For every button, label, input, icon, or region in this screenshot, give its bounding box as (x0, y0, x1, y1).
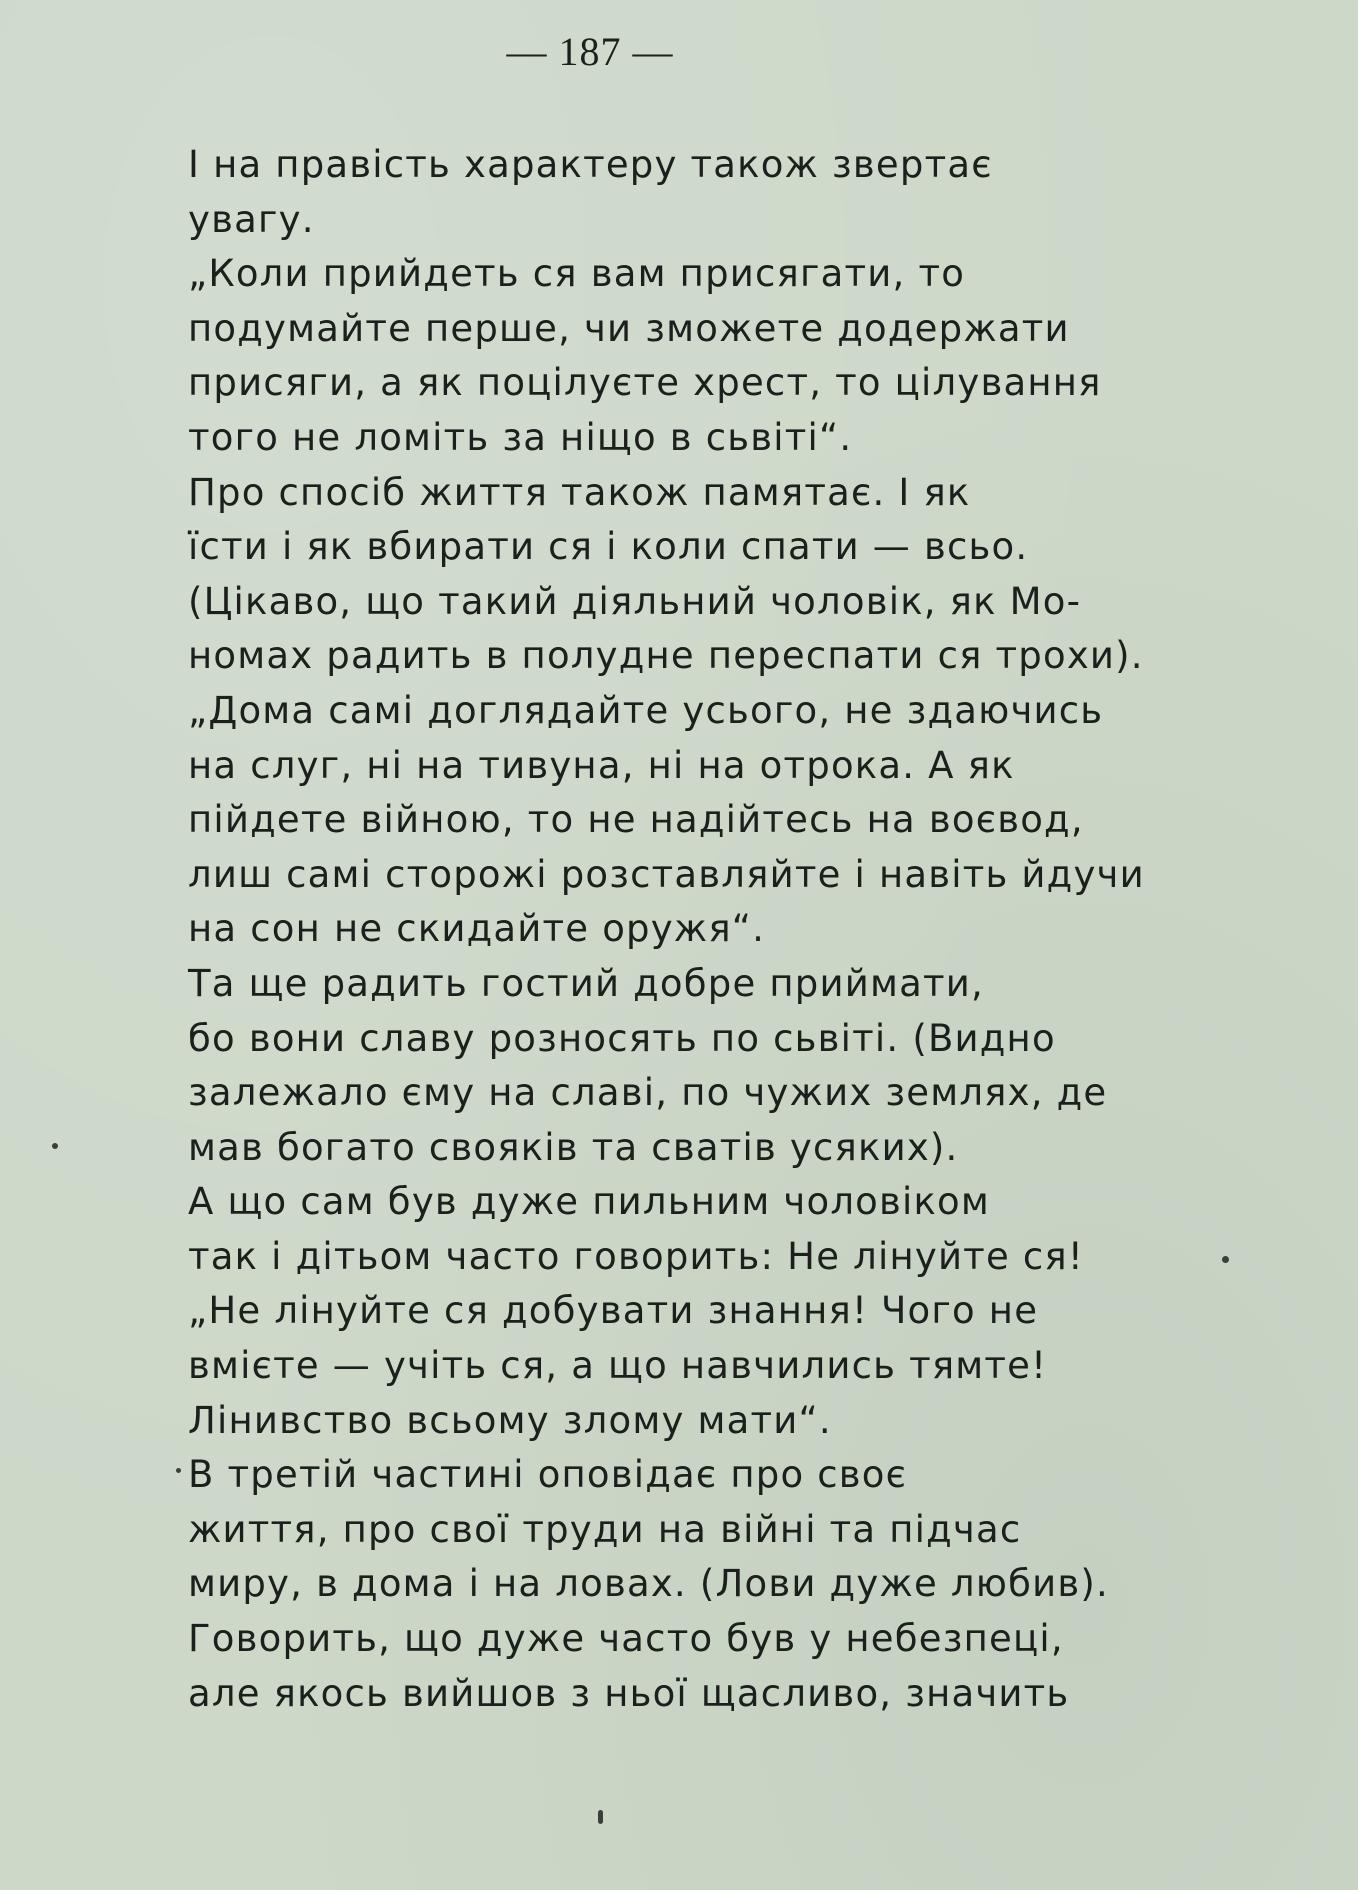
text-line: життя, про свої труди на війні та підчас (188, 1507, 1022, 1551)
text-line: В третій частині оповідає про своє (188, 1453, 908, 1497)
paragraph-6 (70, 1448, 1110, 1721)
text-line: пійдете війною, то не надійтесь на воєвод, (188, 798, 1084, 842)
text-line: того не ломіть за ніщо в сьвіті“. (188, 415, 853, 459)
paper-speck (176, 1468, 181, 1473)
text-line: на сон не скидайте оружя“. (188, 907, 766, 951)
text-line: „Коли прийдеть ся вам присягати, то (188, 252, 966, 296)
body-text (70, 138, 1145, 1721)
text-line: Та ще радить гостий добре приймати, (188, 961, 984, 1005)
text-line: „Не лінуйте ся добувати знання! Чого не (188, 1289, 1039, 1333)
text-line: залежало єму на славі, по чужих землях, де (188, 1071, 1108, 1115)
paragraph-3 (70, 466, 1145, 957)
paragraph-2 (70, 247, 1110, 465)
paragraph-5 (70, 1175, 1110, 1448)
text-line: вмієте — учіть ся, а що навчились тямте! (188, 1344, 1048, 1388)
paragraph-4 (70, 957, 1110, 1175)
text-line: так і дітьом часто говорить: Не лінуйте ся! (188, 1234, 1084, 1278)
text-line: Лінивство всьому злому мати“. (188, 1398, 832, 1442)
paper-speck (52, 1143, 58, 1149)
text-line: лиш самі сторожі розставляйте і навіть йдучи (188, 852, 1145, 896)
text-line: номах радить в полудне переспати ся трохи). (188, 634, 1144, 678)
text-line: І на правість характеру також звертає (188, 143, 993, 186)
text-line: увагу. (188, 197, 315, 241)
text-line: Про спосіб життя також памятає. І як (188, 470, 971, 514)
text-line: А що сам був дуже пильним чоловіком (188, 1180, 990, 1224)
text-line: але якось вийшов з ньої щасливо, значить (188, 1671, 1070, 1715)
text-line: Говорить, що дуже часто був у небезпеці, (188, 1617, 1064, 1661)
text-line: бо вони славу розносять по сьвіті. (Видно (188, 1016, 1056, 1060)
text-line: мав богато свояків та сватів усяких). (188, 1125, 959, 1169)
text-line: їсти і як вбирати ся і коли спати — всьо. (188, 525, 1029, 569)
paragraph-1 (70, 138, 1110, 247)
text-line: подумайте перше, чи зможете додержати (188, 306, 1070, 350)
text-line: на слуг, ні на тивуна, ні на отрока. А як (188, 743, 1015, 787)
text-line: присяги, а як поцілуєте хрест, то цілування (188, 361, 1102, 405)
paper-speck (598, 1810, 603, 1824)
text-line: „Дома самі доглядайте усього, не здаючись (188, 688, 1104, 732)
page-number: — 187 — (506, 29, 674, 74)
paper-speck (1222, 1256, 1229, 1263)
text-line: миру, в дома і на ловах. (Лови дуже любив). (188, 1562, 1109, 1606)
text-line: (Цікаво, що такий діяльний чоловік, як Мо- (188, 579, 1082, 623)
